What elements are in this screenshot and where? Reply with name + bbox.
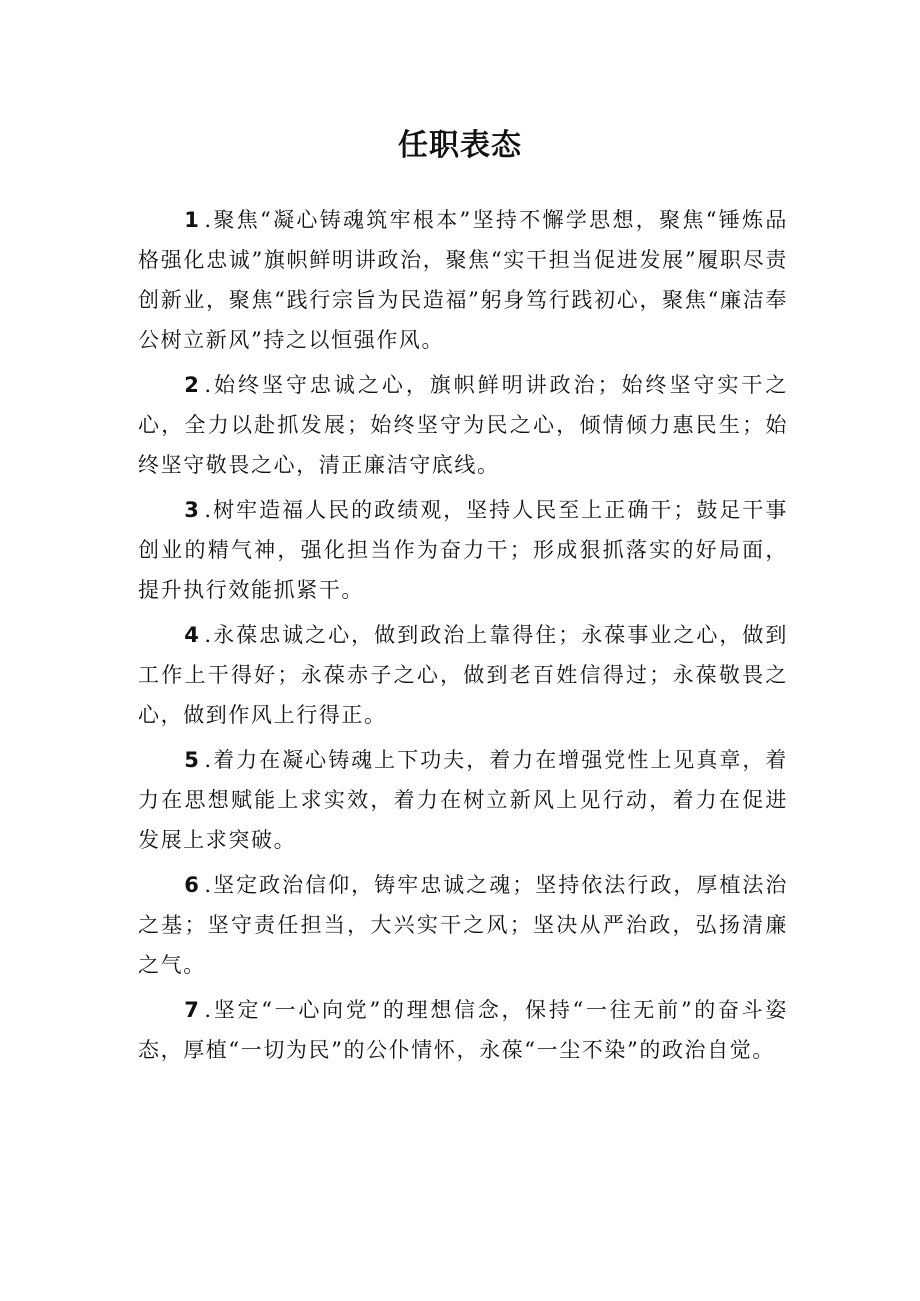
item-text: .始终坚守忠诚之心，旗帜鲜明讲政治；始终坚守实干之心，全力以赴抓发展；始终坚守为民之心，倾情倾力惠民生；始终坚守敬畏之心，清正廉洁守底线。 — [138, 373, 788, 477]
item-text: .树牢造福人民的政绩观，坚持人民至上正确干；鼓足干事创业的精气神，强化担当作为奋力干；形成狠抓落实的好局面，提升执行效能抓紧干。 — [138, 498, 788, 602]
list-item-5 — [138, 740, 788, 860]
item-text: .永葆忠诚之心，做到政治上靠得住；永葆事业之心，做到工作上干得好；永葆赤子之心，做到老百姓信得过；永葆敬畏之心，做到作风上行得正。 — [138, 623, 788, 727]
list-item-4 — [138, 615, 788, 735]
item-text: .聚焦“凝心铸魂筑牢根本”坚持不懈学思想，聚焦“锤炼品格强化忠诚”旗帜鲜明讲政治，聚焦“实干担当促进发展”履职尽责创新业，聚焦“践行宗旨为民造福”躬身笃行践初心，聚焦“廉洁奉公树立新风”持之以恒强作风。 — [138, 208, 788, 352]
item-text: .着力在凝心铸魂上下功夫，着力在增强党性上见真章，着力在思想赋能上求实效，着力在树立新风上见行动，着力在促进发展上求突破。 — [138, 748, 788, 852]
item-text: .坚定“一心向党”的理想信念，保持“一往无前”的奋斗姿态，厚植“一切为民”的公仆情怀，永葆“一尘不染”的政治自觉。 — [138, 998, 788, 1062]
item-number: 5 — [184, 748, 201, 772]
item-number: 3 — [184, 498, 201, 522]
item-text: .坚定政治信仰，铸牢忠诚之魂；坚持依法行政，厚植法治之基；坚守责任担当，大兴实干之风；坚决从严治政，弘扬清廉之气。 — [138, 873, 788, 977]
item-number: 1 — [184, 208, 201, 232]
list-item-7 — [138, 990, 788, 1070]
list-item-1 — [138, 200, 788, 360]
item-number: 7 — [184, 998, 201, 1022]
list-item-3 — [138, 490, 788, 610]
document-body — [138, 200, 788, 1075]
item-number: 6 — [184, 873, 201, 897]
list-item-2 — [138, 365, 788, 485]
list-item-6 — [138, 865, 788, 985]
item-number: 2 — [184, 373, 201, 397]
document-title: 任职表态 — [398, 128, 522, 163]
item-number: 4 — [184, 623, 201, 647]
